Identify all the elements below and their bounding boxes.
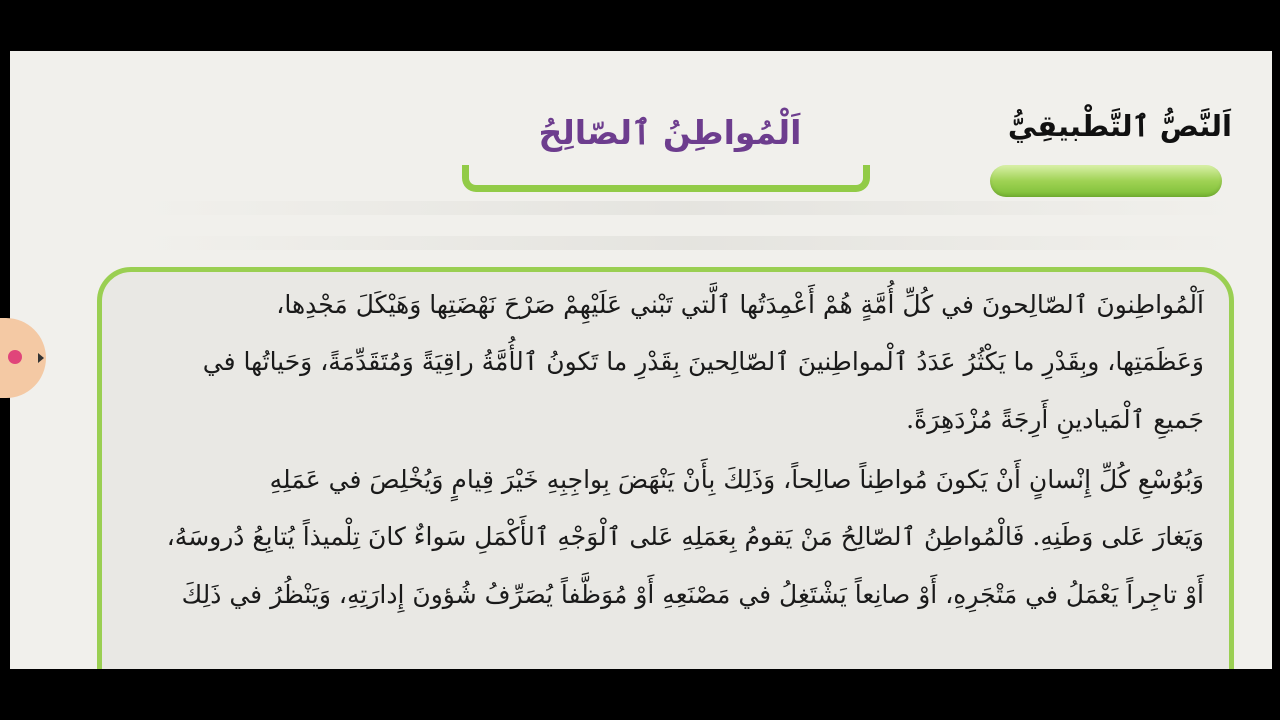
paragraph-line: وَبُوُسْعِ كُلِّ إِنْسانٍ أَنْ يَكونَ مُواطِناً صالِحاً، وَذَلِكَ بِأَنْ يَنْهَضَ بِواجِبِهِ خَيْرَ قِيامٍ وَيُخْلِصَ في عَمَلِهِ (269, 465, 1204, 494)
record-dot-icon (8, 350, 22, 364)
title-underline (462, 165, 870, 192)
paragraph-line: وَيَغارَ عَلى وَطَنِهِ. فَالْمُواطِنُ ٱلصّالِحُ مَنْ يَقومُ بِعَمَلِهِ عَلى ٱلْوَجْهِ ٱلأَكْمَلِ سَواءٌ كانَ تِلْميذاً يُتابِعُ دُروسَهُ، (166, 522, 1204, 551)
paragraph-line: جَميعِ ٱلْمَيادينِ أَرِجَةً مُزْدَهِرَةً. (906, 405, 1204, 434)
paragraph-line: وَعَظَمَتِها، وبِقَدْرِ ما يَكْثُرُ عَدَدُ ٱلْمواطِنينَ ٱلصّالِحينَ بِقَدْرِ ما تَكونُ ٱلأُمَّةُ راقِيَةً وَمُتَقَدِّمَةً، وَحَياتُها في (202, 347, 1204, 376)
paragraph-line: اَلْمُواطِنونَ ٱلصّالِحونَ في كُلِّ أُمَّةٍ هُمْ أَعْمِدَتُها ٱلَّتي تَبْني عَلَيْهِمْ صَرْحَ نَهْضَتِها وَهَيْكَلَ مَجْدِها، (276, 290, 1204, 319)
arrow-right-icon (38, 353, 44, 363)
bleed-through-line (140, 201, 1240, 215)
bleed-through-line (140, 236, 1240, 250)
section-label: اَلنَّصُّ ٱلتَّطْبيقِيُّ (1007, 109, 1232, 143)
section-label-bar (990, 165, 1222, 197)
textbook-page (10, 51, 1272, 669)
page-title: اَلْمُواطِنُ ٱلصّالِحُ (538, 113, 802, 152)
paragraph-line: أَوْ تاجِراً يَعْمَلُ في مَتْجَرِهِ، أَوْ صانِعاً يَشْتَغِلُ في مَصْنَعِهِ أَوْ مُوَظَّفاً يُصَرِّفُ شُؤونَ إِدارَتِهِ، وَيَنْظُرُ في ذَلِكَ (181, 580, 1204, 609)
text-box (97, 267, 1234, 669)
